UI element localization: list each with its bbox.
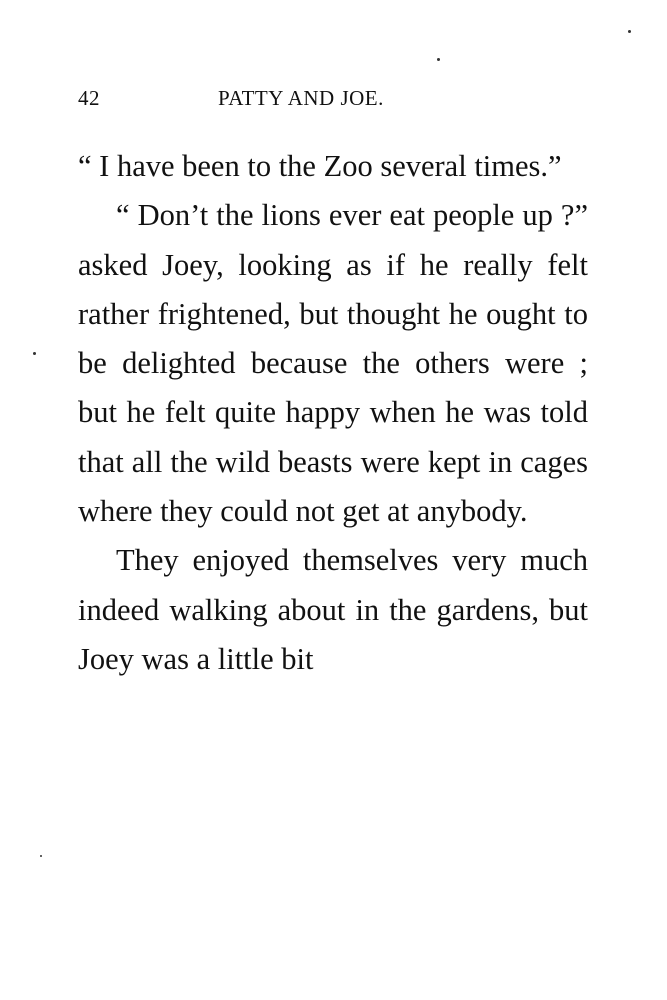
paragraph: They enjoyed themselves very much indeed walking about in the gardens, but Joey was a little bit [78, 543, 588, 676]
paragraph: “ I have been to the Zoo several times.” [78, 149, 562, 183]
body-text [78, 142, 588, 684]
scan-speck [40, 855, 42, 857]
page-number: 42 [78, 86, 100, 110]
paragraph: “ Don’t the lions ever eat people up ?” asked Joey, looking as if he really felt rather frightened, but thought he ought to be delighted because the others were ; but he felt quite happy when he was told that all the wild beasts were kept in cages where they could not get at anybody. [78, 198, 588, 529]
running-title: PATTY AND JOE. [218, 86, 384, 110]
running-head [78, 86, 588, 116]
scan-speck [33, 352, 36, 355]
scan-speck [437, 58, 440, 61]
scan-speck [628, 30, 631, 33]
